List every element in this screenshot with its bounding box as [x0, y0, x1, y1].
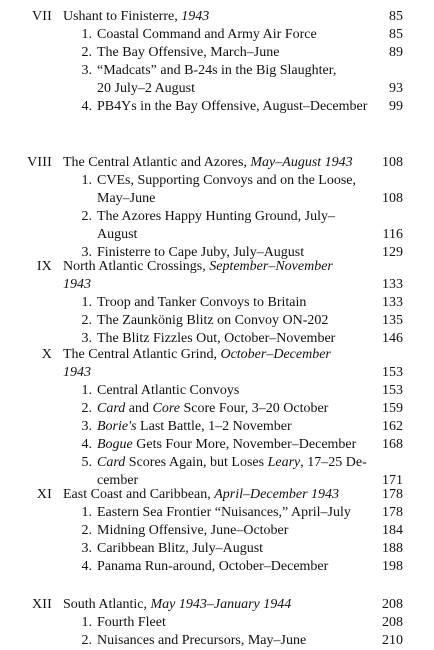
italic-text: Core	[152, 401, 180, 416]
chapter-title	[63, 596, 291, 614]
chapter-title-line	[0, 276, 434, 294]
section-page-number: 178	[382, 505, 403, 520]
section-title	[97, 172, 356, 190]
section-page-number: 210	[382, 633, 403, 648]
section-page-number: 89	[389, 45, 403, 60]
section-title	[97, 382, 239, 400]
section-title	[97, 98, 367, 116]
text-run: 20 July–2 August	[97, 81, 196, 96]
text-run: cember	[97, 473, 139, 488]
italic-text: Leary	[267, 455, 301, 470]
italic-text: 1943	[63, 277, 91, 292]
text-run: August	[97, 227, 138, 242]
section-number: 4.	[81, 559, 92, 574]
italic-text: April–December 1943	[214, 487, 340, 502]
section-number: 1.	[81, 505, 92, 520]
section-line	[0, 294, 434, 312]
section-line	[0, 522, 434, 540]
section-line	[0, 614, 434, 632]
text-run: South Atlantic,	[63, 597, 151, 612]
text-run: Midning Offensive, June–October	[97, 523, 289, 538]
italic-text: May–August 1943	[250, 155, 353, 170]
chapter-number: VIII	[27, 155, 52, 170]
section-title	[97, 44, 279, 62]
chapter-page-number: 153	[382, 365, 403, 380]
section-line	[0, 558, 434, 576]
section-page-number: 188	[382, 541, 403, 556]
section-line	[0, 226, 434, 244]
chapter-entry	[0, 486, 434, 576]
italic-text: Card	[97, 455, 126, 470]
text-run: Caribbean Blitz, July–August	[97, 541, 264, 556]
text-run: The Blitz Fizzles Out, October–November	[97, 331, 336, 346]
text-run: Fourth Fleet	[97, 615, 166, 630]
section-title	[97, 26, 317, 44]
section-title	[97, 558, 328, 576]
section-title	[97, 540, 263, 558]
section-line	[0, 26, 434, 44]
chapter-number: VII	[31, 9, 52, 24]
section-title	[97, 294, 306, 312]
chapter-number: XII	[31, 597, 52, 612]
section-page-number: 85	[389, 27, 403, 42]
section-line	[0, 632, 434, 650]
chapter-title	[63, 276, 91, 294]
section-number: 1.	[81, 173, 92, 188]
text-run: The Zaunkönig Blitz on Convoy ON-202	[97, 313, 329, 328]
section-page-number: 135	[382, 313, 403, 328]
section-title	[97, 436, 356, 454]
section-page-number: 159	[382, 401, 403, 416]
chapter-title	[63, 486, 339, 504]
chapter-title-line	[0, 154, 434, 172]
section-line	[0, 400, 434, 418]
section-number: 1.	[81, 295, 92, 310]
italic-text: May 1943–January 1944	[150, 597, 292, 612]
section-number: 3.	[81, 419, 92, 434]
section-page-number: 168	[382, 437, 403, 452]
text-run: The Azores Happy Hunting Ground, July–	[97, 209, 335, 224]
section-title	[97, 454, 367, 472]
text-run: Eastern Sea Frontier “Nuisances,” April–July	[97, 505, 351, 520]
text-run: Coastal Command and Army Air Force	[97, 27, 317, 42]
section-number: 2.	[81, 633, 92, 648]
section-page-number: 116	[382, 227, 403, 242]
section-line	[0, 540, 434, 558]
text-run: East Coast and Caribbean,	[63, 487, 215, 502]
section-title	[97, 522, 288, 540]
section-page-number: 146	[382, 331, 403, 346]
section-number: 2.	[81, 209, 92, 224]
text-run: The Central Atlantic and Azores,	[63, 155, 251, 170]
chapter-title	[63, 346, 331, 364]
section-number: 3.	[81, 63, 92, 78]
chapter-title-line	[0, 596, 434, 614]
chapter-number: IX	[36, 259, 52, 274]
section-number: 2.	[81, 313, 92, 328]
section-line	[0, 312, 434, 330]
section-line	[0, 44, 434, 62]
chapter-title-line	[0, 258, 434, 276]
chapter-entry	[0, 346, 434, 490]
chapter-entry	[0, 258, 434, 348]
section-title	[97, 226, 137, 244]
section-title	[97, 418, 292, 436]
section-line	[0, 80, 434, 98]
section-page-number: 153	[382, 383, 403, 398]
chapter-entry	[0, 154, 434, 262]
section-title	[97, 400, 328, 418]
section-page-number: 208	[382, 615, 403, 630]
italic-text: Card	[97, 401, 126, 416]
section-number: 4.	[81, 437, 92, 452]
section-page-number: 162	[382, 419, 403, 434]
section-page-number: 133	[382, 295, 403, 310]
section-title	[97, 80, 195, 98]
section-line	[0, 436, 434, 454]
italic-text: 1943	[63, 365, 91, 380]
text-run: May–June	[97, 191, 156, 206]
chapter-entry	[0, 596, 434, 650]
chapter-title	[63, 8, 209, 26]
section-line	[0, 454, 434, 472]
text-run: , 17–25 De-	[300, 455, 367, 470]
section-page-number: 184	[382, 523, 403, 538]
section-line	[0, 504, 434, 522]
chapter-title	[63, 364, 91, 382]
section-title	[97, 614, 166, 632]
section-title	[97, 190, 155, 208]
text-run: Last Battle, 1–2 November	[136, 419, 292, 434]
chapter-page-number: 108	[382, 155, 403, 170]
section-title	[97, 504, 351, 522]
text-run: and	[125, 401, 153, 416]
chapter-title-line	[0, 364, 434, 382]
section-page-number: 198	[382, 559, 403, 574]
text-run: Ushant to Finisterre,	[63, 9, 182, 24]
section-title	[97, 632, 306, 650]
text-run: North Atlantic Crossings,	[63, 259, 210, 274]
section-page-number: 93	[389, 81, 403, 96]
text-run: CVEs, Supporting Convoys and on the Loose,	[97, 173, 356, 188]
section-line	[0, 62, 434, 80]
text-run: The Bay Offensive, March–June	[97, 45, 280, 60]
chapter-title	[63, 258, 333, 276]
text-run: “Madcats” and B-24s in the Big Slaughter,	[97, 63, 337, 78]
section-number: 2.	[81, 45, 92, 60]
italic-text: Borie's	[97, 419, 137, 434]
chapter-title-line	[0, 346, 434, 364]
text-run: Finisterre to Cape Juby, July–August	[97, 245, 305, 260]
chapter-entry	[0, 8, 434, 116]
text-run: Panama Run-around, October–December	[97, 559, 329, 574]
section-page-number: 108	[382, 191, 403, 206]
section-number: 2.	[81, 523, 92, 538]
section-number: 1.	[81, 27, 92, 42]
text-run: Scores Again, but Loses	[125, 455, 268, 470]
section-line	[0, 172, 434, 190]
text-run: Score Four, 3–20 October	[179, 401, 329, 416]
section-number: 2.	[81, 401, 92, 416]
chapter-page-number: 178	[382, 487, 403, 502]
section-title	[97, 208, 335, 226]
section-number: 3.	[81, 245, 92, 260]
text-run: Central Atlantic Convoys	[97, 383, 240, 398]
section-number: 3.	[81, 541, 92, 556]
chapter-title	[63, 154, 353, 172]
chapter-number: X	[41, 347, 52, 362]
section-number: 4.	[81, 99, 92, 114]
section-line	[0, 190, 434, 208]
text-run: Gets Four More, November–December	[132, 437, 357, 452]
section-number: 1.	[81, 615, 92, 630]
text-run: Nuisances and Precursors, May–June	[97, 633, 307, 648]
chapter-page-number: 85	[389, 9, 403, 24]
italic-text: September–November	[209, 259, 333, 274]
chapter-page-number: 133	[382, 277, 403, 292]
text-run: PB4Ys in the Bay Offensive, August–December	[97, 99, 368, 114]
section-number: 3.	[81, 331, 92, 346]
chapter-title-line	[0, 8, 434, 26]
section-number: 5.	[81, 455, 92, 470]
section-line	[0, 382, 434, 400]
italic-text: October–December	[220, 347, 331, 362]
italic-text: Bogue	[97, 437, 133, 452]
section-page-number: 99	[389, 99, 403, 114]
section-line	[0, 208, 434, 226]
section-page-number: 129	[382, 245, 403, 260]
section-number: 1.	[81, 383, 92, 398]
chapter-number: XI	[36, 487, 52, 502]
text-run: Troop and Tanker Convoys to Britain	[97, 295, 307, 310]
section-title	[97, 62, 336, 80]
chapter-page-number: 208	[382, 597, 403, 612]
section-line	[0, 418, 434, 436]
section-page-number: 171	[382, 473, 403, 488]
section-title	[97, 312, 328, 330]
text-run: The Central Atlantic Grind,	[63, 347, 221, 362]
chapter-title-line	[0, 486, 434, 504]
italic-text: 1943	[181, 9, 210, 24]
section-line	[0, 98, 434, 116]
